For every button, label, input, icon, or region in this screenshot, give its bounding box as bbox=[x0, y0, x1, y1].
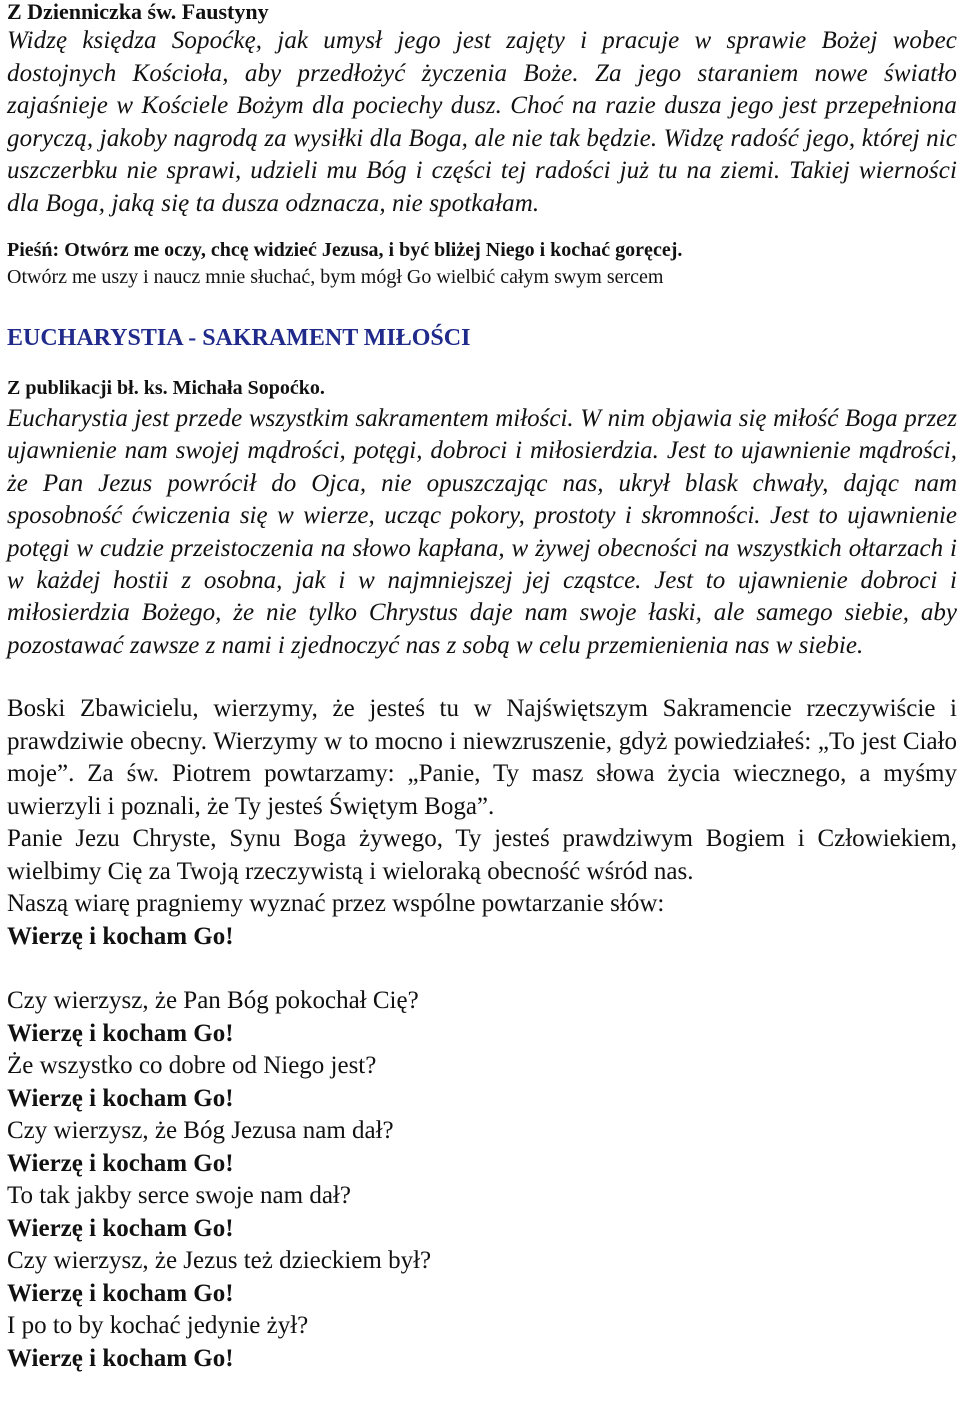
litany-question: I po to by kochać jedynie żył? bbox=[7, 1312, 309, 1340]
litany-response: Wierzę i kocham Go! bbox=[7, 1344, 234, 1372]
prayer-block bbox=[7, 693, 957, 953]
litany-response: Wierzę i kocham Go! bbox=[7, 1149, 234, 1177]
document-page bbox=[7, 0, 957, 1375]
publication-source: Z publikacji bł. ks. Michała Sopoćko. bbox=[7, 377, 325, 399]
song-line-1: Pieśń: Otwórz me oczy, chcę widzieć Jezusa, i być bliżej Niego i kochać goręcej. bbox=[7, 239, 683, 261]
song-line-2: Otwórz me uszy i naucz mnie słuchać, bym mógł Go wielbić całym swym sercem bbox=[7, 266, 664, 288]
litany-response: Wierzę i kocham Go! bbox=[7, 1019, 234, 1047]
faustyna-text: Widzę księdza Sopoćkę, jak umysł jego jest zajęty i pracuje w sprawie Bożej wobec dostojnych Kościoła, aby przedłożyć życzenia Boże. Za jego staraniem nowe światło zajaśnieje w Kościele Bożym dla pociechy dusz. Choć na razie dusza jego jest przepełniona goryczą, jakoby nagrodą za wysiłki dla Boga, ale nie tak będzie. Widzę radość jego, której nic uszczerbku nie sprawi, udzieli mu Bóg i części tej radości już tu na ziemi. Takiej wierności dla Boga, jaką się ta dusza odznacza, nie spotkałam. bbox=[7, 27, 957, 217]
litany-question: To tak jakby serce swoje nam dał? bbox=[7, 1182, 351, 1210]
prayer-paragraph-2: Panie Jezu Chryste, Synu Boga żywego, Ty jesteś prawdziwym Bogiem i Człowiekiem, wielbimy Cię za Twoją rzeczywistą i wieloraką obecność wśród nas. bbox=[7, 825, 957, 885]
litany-response: Wierzę i kocham Go! bbox=[7, 1279, 234, 1307]
litany-question: Czy wierzysz, że Jezus też dzieckiem był? bbox=[7, 1247, 432, 1275]
faustyna-title: Z Dzienniczka św. Faustyny bbox=[7, 0, 269, 24]
publication-text: Eucharystia jest przede wszystkim sakramentem miłości. W nim objawia się miłość Boga przez ujawnienie nam swojej mądrości, potęgi, dobroci i miłosierdzia. Jest to ujawnienie mądrości, że Pan Jezus powrócił do Ojca, nie opuszczając nas, ukrył blask chwały, dając nam sposobność ćwiczenia się w wierze, ucząc pokory, prostoty i skromności. Jest to ujawnienie potęgi w cudzie przeistoczenia na słowo kapłana, w żywej obecności na wszystkich ołtarzach i w każdej hostii z osobna, jak i w najmniejszej jej cząstce. Jest to ujawnienie dobroci i miłosierdzia Bożego, że nie tylko Chrystus daje nam swoje łaski, ale samego siebie, aby pozostawać zawsze z nami i zjednoczyć nas z sobą w celu przemienienia nas w siebie. bbox=[7, 405, 957, 659]
litany-response: Wierzę i kocham Go! bbox=[7, 1084, 234, 1112]
prayer-paragraph-3: Naszą wiarę pragniemy wyznać przez wspólne powtarzanie słów: bbox=[7, 890, 665, 918]
litany-response: Wierzę i kocham Go! bbox=[7, 1214, 234, 1242]
prayer-response: Wierzę i kocham Go! bbox=[7, 922, 234, 950]
litany-question: Czy wierzysz, że Pan Bóg pokochał Cię? bbox=[7, 987, 419, 1015]
litany bbox=[7, 985, 957, 1375]
litany-question: Że wszystko co dobre od Niego jest? bbox=[7, 1052, 377, 1080]
litany-question: Czy wierzysz, że Bóg Jezusa nam dał? bbox=[7, 1117, 394, 1145]
section-heading: EUCHARYSTIA - SAKRAMENT MIŁOŚCI bbox=[7, 325, 471, 351]
prayer-paragraph-1: Boski Zbawicielu, wierzymy, że jesteś tu w Najświętszym Sakramencie rzeczywiście i prawdziwie obecny. Wierzymy w to mocno i niewzruszenie, gdyż powiedziałeś: „To jest Ciało moje”. Za św. Piotrem powtarzamy: „Panie, Ty masz słowa życia wiecznego, a myśmy uwierzyli i poznali, że Ty jesteś Świętym Boga”. bbox=[7, 695, 957, 820]
